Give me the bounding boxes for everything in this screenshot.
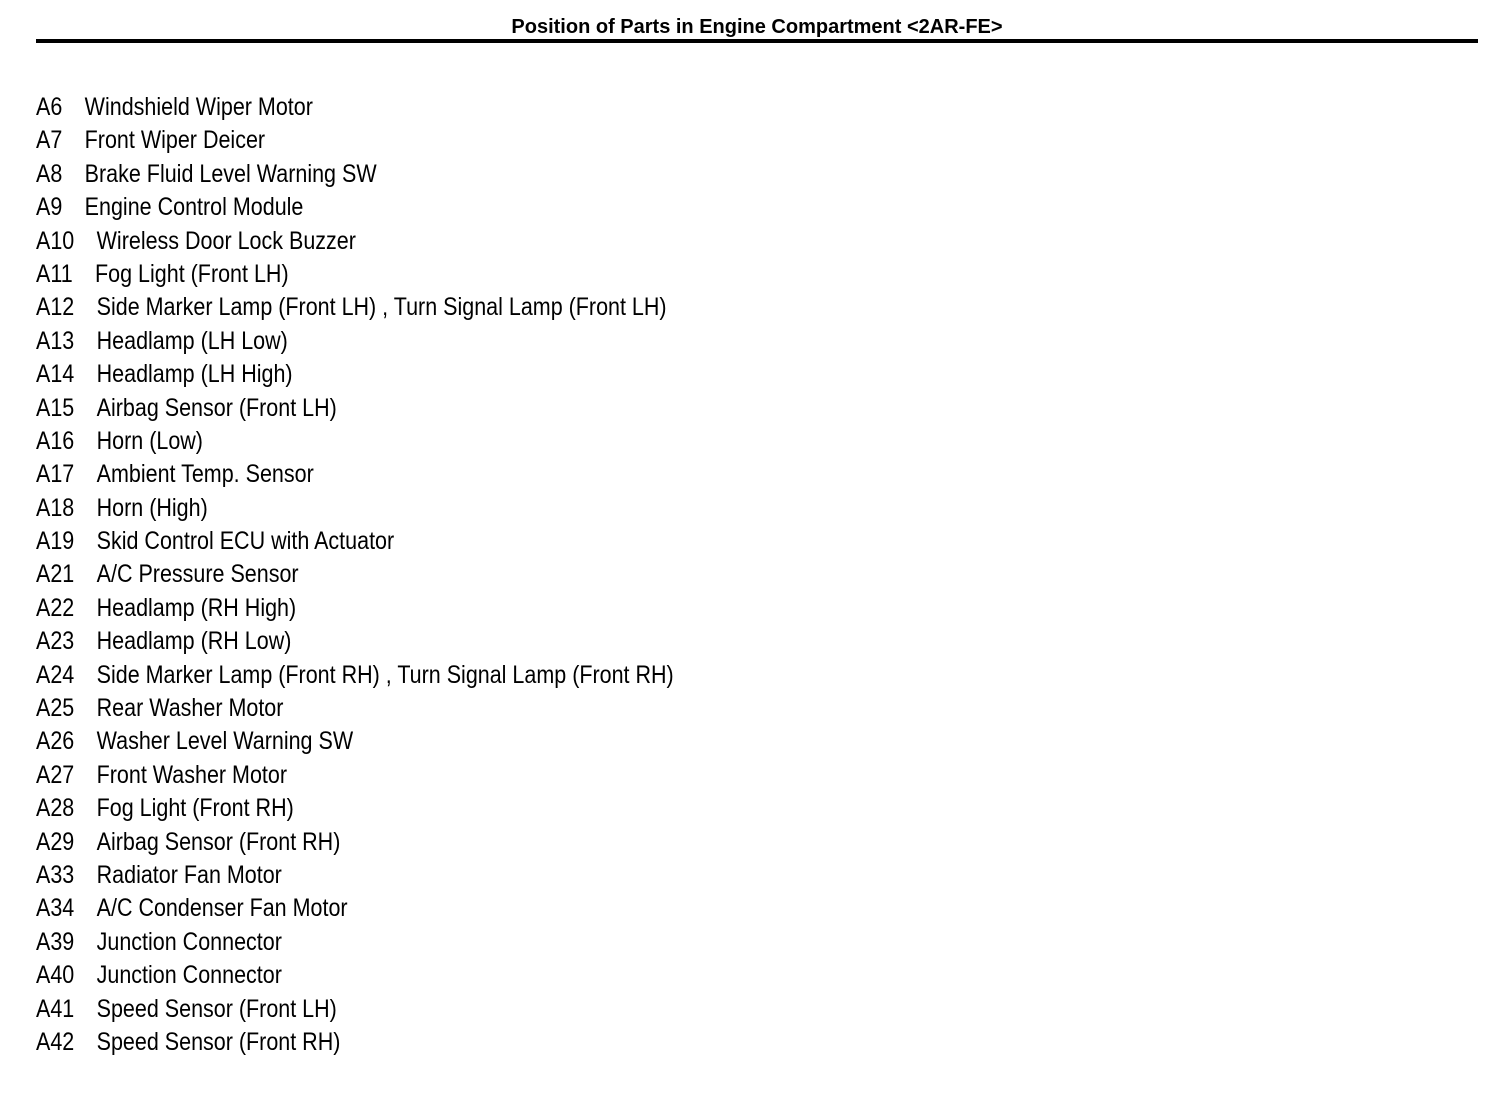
part-code-letter: A xyxy=(36,760,51,789)
part-code-letter: A xyxy=(36,226,51,255)
part-name: Ambient Temp. Sensor xyxy=(96,460,314,489)
part-name: Front Washer Motor xyxy=(96,760,287,789)
list-item xyxy=(36,725,778,758)
part-entry xyxy=(36,993,337,1026)
part-code-letter: A xyxy=(36,627,51,656)
part-name: Front Wiper Deicer xyxy=(84,126,266,155)
list-item xyxy=(36,225,778,258)
part-code-number: 39 xyxy=(50,927,75,956)
part-name: Engine Control Module xyxy=(84,193,304,222)
part-code-number: 29 xyxy=(50,827,75,856)
part-name: Speed Sensor (Front RH) xyxy=(96,1027,341,1056)
list-item xyxy=(36,191,778,224)
part-entry xyxy=(36,358,293,391)
list-item xyxy=(36,659,778,692)
part-name: Side Marker Lamp (Front RH) , Turn Signal Lamp (Front RH) xyxy=(96,660,674,689)
part-entry xyxy=(36,191,303,224)
part-entry xyxy=(36,659,674,692)
part-code-number: 22 xyxy=(50,593,75,622)
part-entry xyxy=(36,392,337,425)
part-code-number: 15 xyxy=(50,393,75,422)
part-entry xyxy=(36,258,289,291)
part-name: Fog Light (Front LH) xyxy=(95,259,289,288)
part-name: Airbag Sensor (Front LH) xyxy=(96,393,337,422)
part-code-number: 42 xyxy=(50,1027,75,1056)
part-code-letter: A xyxy=(36,493,51,522)
part-code-letter: A xyxy=(36,527,51,556)
part-code-number: 28 xyxy=(50,794,75,823)
part-entry xyxy=(36,91,313,124)
part-code-number: 18 xyxy=(50,493,75,522)
list-item xyxy=(36,792,778,825)
part-code-number: 13 xyxy=(50,326,75,355)
list-item xyxy=(36,458,778,491)
part-name: Airbag Sensor (Front RH) xyxy=(96,827,341,856)
part-code-number: 25 xyxy=(50,694,75,723)
part-code-letter: A xyxy=(36,894,51,923)
part-code-number: 6 xyxy=(50,93,63,121)
part-code-letter: A xyxy=(36,1027,51,1056)
part-name: Speed Sensor (Front LH) xyxy=(96,994,337,1023)
parts-list xyxy=(36,91,778,1059)
part-code-letter: A xyxy=(36,827,51,856)
list-item xyxy=(36,425,778,458)
part-code-number: 27 xyxy=(50,760,75,789)
part-name: Horn (Low) xyxy=(96,426,203,455)
part-code-letter: A xyxy=(36,193,51,222)
part-name: Headlamp (LH High) xyxy=(96,360,293,389)
part-entry xyxy=(36,725,353,758)
part-name: Headlamp (RH Low) xyxy=(96,627,292,656)
part-code-letter: A xyxy=(36,560,51,589)
part-code-letter: A xyxy=(36,727,51,756)
part-entry xyxy=(36,225,356,258)
list-item xyxy=(36,993,778,1026)
part-code-number: 14 xyxy=(50,360,75,389)
list-item xyxy=(36,291,778,324)
part-code-letter: A xyxy=(36,593,51,622)
part-entry xyxy=(36,1026,340,1059)
page-title: Position of Parts in Engine Compartment <2AR-FE> xyxy=(511,16,1003,38)
part-name: Washer Level Warning SW xyxy=(96,727,354,756)
part-code-letter: A xyxy=(36,961,51,990)
list-item xyxy=(36,392,778,425)
part-name: Wireless Door Lock Buzzer xyxy=(96,226,356,255)
part-code-number: 19 xyxy=(50,527,75,556)
part-entry xyxy=(36,892,348,925)
list-item xyxy=(36,1026,778,1059)
part-code-number: 12 xyxy=(50,293,75,322)
part-code-number: 11 xyxy=(50,259,73,288)
part-code-letter: A xyxy=(36,393,51,422)
list-item xyxy=(36,91,778,124)
part-name: Junction Connector xyxy=(96,961,282,990)
part-name: Headlamp (RH High) xyxy=(96,593,297,622)
list-item xyxy=(36,492,778,525)
part-entry xyxy=(36,592,296,625)
part-entry xyxy=(36,625,291,658)
list-item xyxy=(36,892,778,925)
part-code-number: 9 xyxy=(50,193,63,222)
part-entry xyxy=(36,558,299,591)
part-code-number: 41 xyxy=(50,994,75,1023)
part-entry xyxy=(36,926,282,959)
part-code-number: 23 xyxy=(50,627,75,656)
part-code-letter: A xyxy=(36,426,51,455)
list-item xyxy=(36,358,778,391)
part-name: Junction Connector xyxy=(96,927,282,956)
list-item xyxy=(36,592,778,625)
part-entry xyxy=(36,325,288,358)
part-code-number: 34 xyxy=(50,894,75,923)
part-name: Fog Light (Front RH) xyxy=(96,794,294,823)
part-name: Horn (High) xyxy=(96,493,208,522)
part-entry xyxy=(36,458,314,491)
part-entry xyxy=(36,124,265,157)
part-code-letter: A xyxy=(36,293,51,322)
part-name: A/C Pressure Sensor xyxy=(96,560,299,589)
list-item xyxy=(36,124,778,157)
part-code-number: 21 xyxy=(50,560,75,589)
part-name: Brake Fluid Level Warning SW xyxy=(84,159,377,188)
part-name: Radiator Fan Motor xyxy=(96,860,282,889)
part-entry xyxy=(36,291,667,324)
part-code-letter: A xyxy=(36,259,51,288)
list-item xyxy=(36,258,778,291)
part-code-letter: A xyxy=(36,994,51,1023)
part-code-number: 16 xyxy=(50,426,75,455)
part-code-number: 24 xyxy=(50,660,75,689)
part-code-letter: A xyxy=(36,126,51,155)
list-item xyxy=(36,926,778,959)
list-item xyxy=(36,959,778,992)
part-entry xyxy=(36,158,377,191)
part-code-number: 26 xyxy=(50,727,75,756)
part-entry xyxy=(36,826,340,859)
part-name: Windshield Wiper Motor xyxy=(84,93,313,121)
part-code-number: 8 xyxy=(50,159,63,188)
part-name: A/C Condenser Fan Motor xyxy=(96,894,348,923)
list-item xyxy=(36,759,778,792)
part-code-number: 7 xyxy=(50,126,63,155)
part-code-letter: A xyxy=(36,460,51,489)
part-code-letter: A xyxy=(36,860,51,889)
list-item xyxy=(36,826,778,859)
part-code-number: 33 xyxy=(50,860,75,889)
part-name: Side Marker Lamp (Front LH) , Turn Signal Lamp (Front LH) xyxy=(96,293,667,322)
list-item xyxy=(36,325,778,358)
part-code-number: 10 xyxy=(50,226,75,255)
part-name: Headlamp (LH Low) xyxy=(96,326,288,355)
part-entry xyxy=(36,859,282,892)
list-item xyxy=(36,558,778,591)
part-code-letter: A xyxy=(36,927,51,956)
part-name: Rear Washer Motor xyxy=(96,694,284,723)
part-code-letter: A xyxy=(36,93,51,121)
part-code-letter: A xyxy=(36,660,51,689)
part-code-letter: A xyxy=(36,159,51,188)
part-code-letter: A xyxy=(36,360,51,389)
part-entry xyxy=(36,792,294,825)
part-code-number: 17 xyxy=(50,460,75,489)
title-divider xyxy=(36,39,1478,43)
list-item xyxy=(36,625,778,658)
part-entry xyxy=(36,959,282,992)
part-entry xyxy=(36,692,283,725)
part-code-letter: A xyxy=(36,326,51,355)
list-item xyxy=(36,859,778,892)
part-code-letter: A xyxy=(36,794,51,823)
list-item xyxy=(36,692,778,725)
list-item xyxy=(36,158,778,191)
part-code-letter: A xyxy=(36,694,51,723)
list-item xyxy=(36,525,778,558)
part-entry xyxy=(36,759,287,792)
part-entry xyxy=(36,525,394,558)
part-entry xyxy=(36,425,203,458)
part-entry xyxy=(36,492,208,525)
part-name: Skid Control ECU with Actuator xyxy=(96,527,395,556)
part-code-number: 40 xyxy=(50,961,75,990)
